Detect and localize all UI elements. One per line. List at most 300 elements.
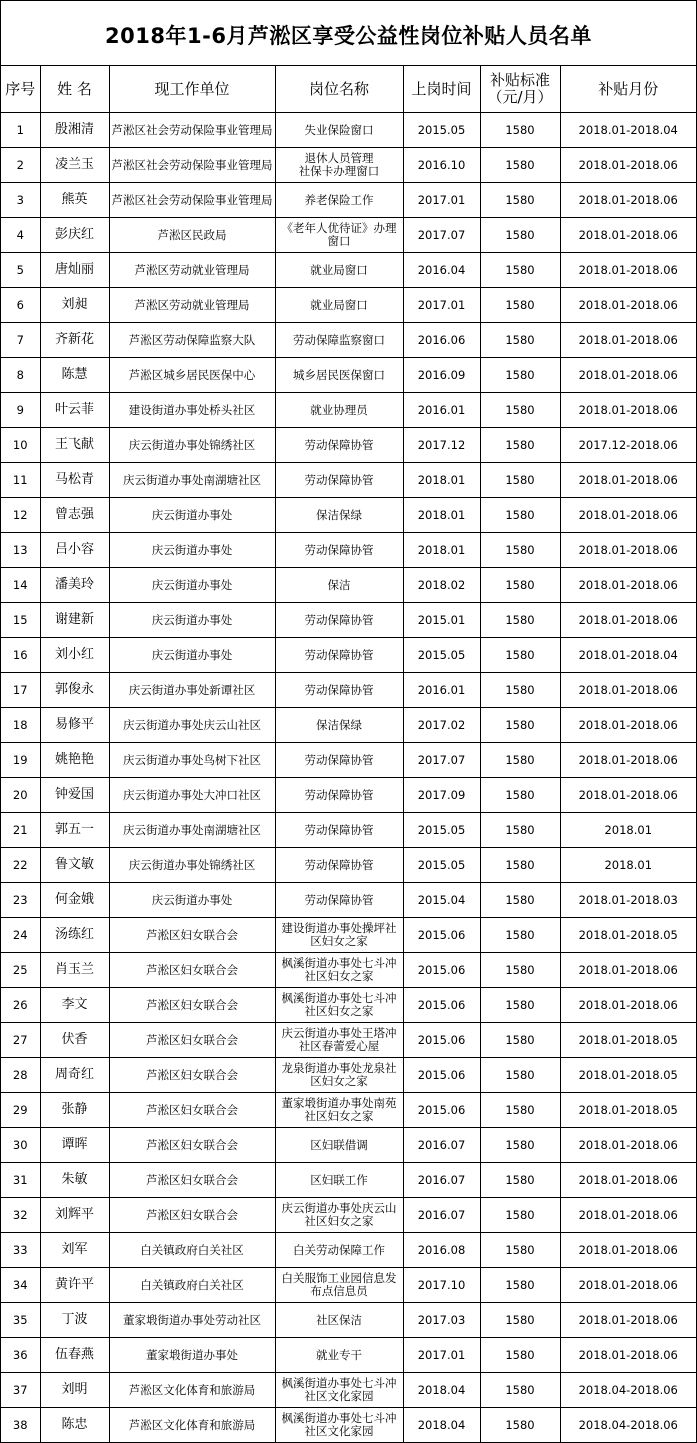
work-unit-cell: 芦淞区妇女联合会 xyxy=(109,1163,275,1198)
table-row xyxy=(1,323,696,358)
subsidy-months-cell: 2018.01 xyxy=(560,848,696,883)
work-unit-cell: 芦淞区劳动就业管理局 xyxy=(109,288,275,323)
subsidy-standard-cell: 1580 xyxy=(480,1198,560,1233)
person-name-cell: 齐新花 xyxy=(40,323,109,358)
person-name-cell: 凌兰玉 xyxy=(40,148,109,183)
subsidy-months-cell: 2018.01-2018.06 xyxy=(560,218,696,253)
person-name-cell: 姚艳艳 xyxy=(40,743,109,778)
subsidy-months-cell: 2018.01-2018.05 xyxy=(560,1093,696,1128)
start-date-cell: 2016.07 xyxy=(403,1163,480,1198)
subsidy-months-cell: 2018.01-2018.06 xyxy=(560,288,696,323)
table-row xyxy=(1,1058,696,1093)
start-date-cell: 2017.03 xyxy=(403,1303,480,1338)
position-name-cell: 就业局窗口 xyxy=(275,253,403,288)
row-number-cell: 34 xyxy=(1,1268,40,1303)
person-name-cell: 汤练红 xyxy=(40,918,109,953)
subsidy-standard-cell: 1580 xyxy=(480,708,560,743)
subsidy-months-cell: 2018.01-2018.06 xyxy=(560,568,696,603)
person-name-cell: 刘辉平 xyxy=(40,1198,109,1233)
position-name-cell: 劳动保障协管 xyxy=(275,603,403,638)
position-name-cell: 白关劳动保障工作 xyxy=(275,1233,403,1268)
table-row xyxy=(1,568,696,603)
person-name-cell: 伏香 xyxy=(40,1023,109,1058)
row-number-cell: 31 xyxy=(1,1163,40,1198)
start-date-cell: 2016.09 xyxy=(403,358,480,393)
subsidy-months-cell: 2018.01-2018.06 xyxy=(560,148,696,183)
work-unit-cell: 芦淞区妇女联合会 xyxy=(109,1093,275,1128)
row-number-cell: 5 xyxy=(1,253,40,288)
start-date-cell: 2017.01 xyxy=(403,288,480,323)
subsidy-months-cell: 2018.01-2018.05 xyxy=(560,918,696,953)
row-number-cell: 19 xyxy=(1,743,40,778)
person-name-cell: 王飞献 xyxy=(40,428,109,463)
work-unit-cell: 芦淞区社会劳动保险事业管理局 xyxy=(109,183,275,218)
start-date-cell: 2015.06 xyxy=(403,953,480,988)
position-name-cell: 董家塅街道办事处南苑社区妇女之家 xyxy=(275,1093,403,1128)
start-date-cell: 2018.04 xyxy=(403,1373,480,1408)
subsidy-months-cell: 2018.01-2018.05 xyxy=(560,1058,696,1093)
subsidy-months-cell: 2018.01-2018.05 xyxy=(560,1023,696,1058)
subsidy-standard-cell: 1580 xyxy=(480,1128,560,1163)
row-number-cell: 4 xyxy=(1,218,40,253)
row-number-cell: 25 xyxy=(1,953,40,988)
position-name-cell: 劳动保障监察窗口 xyxy=(275,323,403,358)
position-name-cell: 区妇联工作 xyxy=(275,1163,403,1198)
table-row xyxy=(1,428,696,463)
person-name-cell: 张静 xyxy=(40,1093,109,1128)
work-unit-cell: 芦淞区城乡居民医保中心 xyxy=(109,358,275,393)
table-row xyxy=(1,778,696,813)
work-unit-cell: 庆云街道办事处大冲口社区 xyxy=(109,778,275,813)
work-unit-cell: 庆云街道办事处锦绣社区 xyxy=(109,848,275,883)
start-date-cell: 2017.07 xyxy=(403,743,480,778)
position-name-cell: 就业协理员 xyxy=(275,393,403,428)
table-row xyxy=(1,1093,696,1128)
table-row xyxy=(1,1128,696,1163)
start-date-cell: 2016.10 xyxy=(403,148,480,183)
subsidy-standard-cell: 1580 xyxy=(480,1408,560,1443)
row-number-cell: 35 xyxy=(1,1303,40,1338)
column-header: 序号 xyxy=(1,66,40,113)
start-date-cell: 2016.07 xyxy=(403,1198,480,1233)
work-unit-cell: 庆云街道办事处庆云山社区 xyxy=(109,708,275,743)
subsidy-months-cell: 2018.01-2018.06 xyxy=(560,533,696,568)
subsidy-standard-cell: 1580 xyxy=(480,393,560,428)
subsidy-standard-cell: 1580 xyxy=(480,1303,560,1338)
start-date-cell: 2015.05 xyxy=(403,813,480,848)
row-number-cell: 2 xyxy=(1,148,40,183)
person-name-cell: 唐灿丽 xyxy=(40,253,109,288)
row-number-cell: 38 xyxy=(1,1408,40,1443)
person-name-cell: 谭晖 xyxy=(40,1128,109,1163)
subsidy-months-cell: 2018.01-2018.06 xyxy=(560,358,696,393)
person-name-cell: 刘昶 xyxy=(40,288,109,323)
start-date-cell: 2015.05 xyxy=(403,848,480,883)
start-date-cell: 2016.08 xyxy=(403,1233,480,1268)
work-unit-cell: 芦淞区妇女联合会 xyxy=(109,1128,275,1163)
person-name-cell: 朱敏 xyxy=(40,1163,109,1198)
subsidy-standard-cell: 1580 xyxy=(480,148,560,183)
position-name-cell: 龙泉街道办事处龙泉社区妇女之家 xyxy=(275,1058,403,1093)
position-name-cell: 劳动保障协管 xyxy=(275,463,403,498)
row-number-cell: 3 xyxy=(1,183,40,218)
work-unit-cell: 芦淞区妇女联合会 xyxy=(109,1198,275,1233)
position-name-cell: 退休人员管理 社保卡办理窗口 xyxy=(275,148,403,183)
table-row xyxy=(1,463,696,498)
row-number-cell: 15 xyxy=(1,603,40,638)
person-name-cell: 李文 xyxy=(40,988,109,1023)
subsidy-standard-cell: 1580 xyxy=(480,1373,560,1408)
subsidy-standard-cell: 1580 xyxy=(480,1268,560,1303)
subsidy-months-cell: 2018.01 xyxy=(560,813,696,848)
page-title: 2018年1-6月芦淞区享受公益性岗位补贴人员名单 xyxy=(1,1,696,66)
position-name-cell: 《老年人优待证》办理窗口 xyxy=(275,218,403,253)
subsidy-standard-cell: 1580 xyxy=(480,1338,560,1373)
person-name-cell: 丁波 xyxy=(40,1303,109,1338)
subsidy-standard-cell: 1580 xyxy=(480,568,560,603)
subsidy-months-cell: 2018.04-2018.06 xyxy=(560,1373,696,1408)
subsidy-standard-cell: 1580 xyxy=(480,1023,560,1058)
table-row xyxy=(1,288,696,323)
position-name-cell: 劳动保障协管 xyxy=(275,813,403,848)
row-number-cell: 7 xyxy=(1,323,40,358)
start-date-cell: 2018.01 xyxy=(403,533,480,568)
subsidy-months-cell: 2018.01-2018.06 xyxy=(560,603,696,638)
start-date-cell: 2017.01 xyxy=(403,183,480,218)
row-number-cell: 8 xyxy=(1,358,40,393)
row-number-cell: 36 xyxy=(1,1338,40,1373)
row-number-cell: 6 xyxy=(1,288,40,323)
table-row xyxy=(1,218,696,253)
subsidy-months-cell: 2018.01-2018.06 xyxy=(560,1163,696,1198)
start-date-cell: 2015.06 xyxy=(403,918,480,953)
person-name-cell: 刘小红 xyxy=(40,638,109,673)
row-number-cell: 17 xyxy=(1,673,40,708)
work-unit-cell: 庆云街道办事处新谭社区 xyxy=(109,673,275,708)
row-number-cell: 30 xyxy=(1,1128,40,1163)
table-row xyxy=(1,1268,696,1303)
work-unit-cell: 芦淞区文化体育和旅游局 xyxy=(109,1408,275,1443)
position-name-cell: 白关服饰工业园信息发布点信息员 xyxy=(275,1268,403,1303)
position-name-cell: 保洁保绿 xyxy=(275,708,403,743)
subsidy-months-cell: 2018.01-2018.06 xyxy=(560,183,696,218)
person-name-cell: 易修平 xyxy=(40,708,109,743)
position-name-cell: 就业局窗口 xyxy=(275,288,403,323)
start-date-cell: 2018.02 xyxy=(403,568,480,603)
table-row xyxy=(1,673,696,708)
row-number-cell: 26 xyxy=(1,988,40,1023)
subsidy-table xyxy=(1,66,696,1443)
work-unit-cell: 白关镇政府白关社区 xyxy=(109,1233,275,1268)
row-number-cell: 33 xyxy=(1,1233,40,1268)
work-unit-cell: 庆云街道办事处 xyxy=(109,603,275,638)
person-name-cell: 马松青 xyxy=(40,463,109,498)
table-row xyxy=(1,918,696,953)
table-row xyxy=(1,148,696,183)
position-name-cell: 劳动保障协管 xyxy=(275,848,403,883)
person-name-cell: 潘美玲 xyxy=(40,568,109,603)
row-number-cell: 21 xyxy=(1,813,40,848)
subsidy-months-cell: 2018.01-2018.06 xyxy=(560,988,696,1023)
subsidy-months-cell: 2018.01-2018.06 xyxy=(560,708,696,743)
subsidy-standard-cell: 1580 xyxy=(480,463,560,498)
start-date-cell: 2015.06 xyxy=(403,1058,480,1093)
subsidy-standard-cell: 1580 xyxy=(480,883,560,918)
work-unit-cell: 芦淞区社会劳动保险事业管理局 xyxy=(109,113,275,148)
subsidy-standard-cell: 1580 xyxy=(480,183,560,218)
work-unit-cell: 芦淞区劳动保障监察大队 xyxy=(109,323,275,358)
start-date-cell: 2016.06 xyxy=(403,323,480,358)
row-number-cell: 37 xyxy=(1,1373,40,1408)
work-unit-cell: 庆云街道办事处 xyxy=(109,883,275,918)
work-unit-cell: 芦淞区妇女联合会 xyxy=(109,953,275,988)
work-unit-cell: 董家塅街道办事处 xyxy=(109,1338,275,1373)
table-row xyxy=(1,1373,696,1408)
column-header: 现工作单位 xyxy=(109,66,275,113)
subsidy-standard-cell: 1580 xyxy=(480,533,560,568)
subsidy-standard-cell: 1580 xyxy=(480,253,560,288)
subsidy-standard-cell: 1580 xyxy=(480,1058,560,1093)
row-number-cell: 12 xyxy=(1,498,40,533)
person-name-cell: 刘明 xyxy=(40,1373,109,1408)
column-header: 补贴标准 （元/月） xyxy=(480,66,560,113)
subsidy-standard-cell: 1580 xyxy=(480,778,560,813)
start-date-cell: 2015.04 xyxy=(403,883,480,918)
start-date-cell: 2015.06 xyxy=(403,1023,480,1058)
row-number-cell: 32 xyxy=(1,1198,40,1233)
person-name-cell: 周奇红 xyxy=(40,1058,109,1093)
start-date-cell: 2017.09 xyxy=(403,778,480,813)
subsidy-standard-cell: 1580 xyxy=(480,638,560,673)
row-number-cell: 24 xyxy=(1,918,40,953)
start-date-cell: 2015.06 xyxy=(403,988,480,1023)
table-row xyxy=(1,183,696,218)
position-name-cell: 就业专干 xyxy=(275,1338,403,1373)
subsidy-months-cell: 2018.01-2018.06 xyxy=(560,463,696,498)
subsidy-months-cell: 2018.01-2018.06 xyxy=(560,1338,696,1373)
work-unit-cell: 白关镇政府白关社区 xyxy=(109,1268,275,1303)
start-date-cell: 2018.01 xyxy=(403,463,480,498)
start-date-cell: 2016.01 xyxy=(403,673,480,708)
table-row xyxy=(1,498,696,533)
position-name-cell: 劳动保障协管 xyxy=(275,428,403,463)
work-unit-cell: 庆云街道办事处鸟树下社区 xyxy=(109,743,275,778)
table-row xyxy=(1,603,696,638)
work-unit-cell: 庆云街道办事处 xyxy=(109,533,275,568)
row-number-cell: 20 xyxy=(1,778,40,813)
table-row xyxy=(1,638,696,673)
column-header: 姓 名 xyxy=(40,66,109,113)
start-date-cell: 2017.12 xyxy=(403,428,480,463)
person-name-cell: 陈慧 xyxy=(40,358,109,393)
position-name-cell: 枫溪街道办事处七斗冲社区妇女之家 xyxy=(275,953,403,988)
subsidy-months-cell: 2018.04-2018.06 xyxy=(560,1408,696,1443)
column-header: 补贴月份 xyxy=(560,66,696,113)
subsidy-months-cell: 2018.01-2018.06 xyxy=(560,393,696,428)
position-name-cell: 庆云街道办事处庆云山社区妇女之家 xyxy=(275,1198,403,1233)
table-row xyxy=(1,1408,696,1443)
subsidy-months-cell: 2018.01-2018.06 xyxy=(560,253,696,288)
table-body xyxy=(1,113,696,1443)
person-name-cell: 殷湘清 xyxy=(40,113,109,148)
person-name-cell: 郭俊永 xyxy=(40,673,109,708)
subsidy-months-cell: 2018.01-2018.04 xyxy=(560,113,696,148)
table-row xyxy=(1,533,696,568)
person-name-cell: 陈忠 xyxy=(40,1408,109,1443)
position-name-cell: 城乡居民医保窗口 xyxy=(275,358,403,393)
start-date-cell: 2016.01 xyxy=(403,393,480,428)
subsidy-standard-cell: 1580 xyxy=(480,673,560,708)
work-unit-cell: 芦淞区民政局 xyxy=(109,218,275,253)
row-number-cell: 14 xyxy=(1,568,40,603)
person-name-cell: 黄许平 xyxy=(40,1268,109,1303)
person-name-cell: 曾志强 xyxy=(40,498,109,533)
position-name-cell: 养老保险工作 xyxy=(275,183,403,218)
subsidy-months-cell: 2018.01-2018.06 xyxy=(560,1303,696,1338)
row-number-cell: 13 xyxy=(1,533,40,568)
person-name-cell: 肖玉兰 xyxy=(40,953,109,988)
position-name-cell: 劳动保障协管 xyxy=(275,743,403,778)
subsidy-months-cell: 2018.01-2018.06 xyxy=(560,673,696,708)
work-unit-cell: 芦淞区劳动就业管理局 xyxy=(109,253,275,288)
row-number-cell: 28 xyxy=(1,1058,40,1093)
table-row xyxy=(1,743,696,778)
table-row xyxy=(1,813,696,848)
subsidy-standard-cell: 1580 xyxy=(480,1093,560,1128)
subsidy-standard-cell: 1580 xyxy=(480,1233,560,1268)
work-unit-cell: 庆云街道办事处 xyxy=(109,568,275,603)
table-row xyxy=(1,988,696,1023)
subsidy-months-cell: 2018.01-2018.06 xyxy=(560,498,696,533)
start-date-cell: 2017.01 xyxy=(403,1338,480,1373)
work-unit-cell: 芦淞区妇女联合会 xyxy=(109,1023,275,1058)
table-row xyxy=(1,708,696,743)
subsidy-standard-cell: 1580 xyxy=(480,918,560,953)
person-name-cell: 谢建新 xyxy=(40,603,109,638)
person-name-cell: 伍春燕 xyxy=(40,1338,109,1373)
subsidy-standard-cell: 1580 xyxy=(480,988,560,1023)
row-number-cell: 16 xyxy=(1,638,40,673)
position-name-cell: 枫溪街道办事处七斗冲社区妇女之家 xyxy=(275,988,403,1023)
position-name-cell: 建设街道办事处操坪社区妇女之家 xyxy=(275,918,403,953)
position-name-cell: 劳动保障协管 xyxy=(275,638,403,673)
subsidy-months-cell: 2018.01-2018.06 xyxy=(560,743,696,778)
work-unit-cell: 芦淞区文化体育和旅游局 xyxy=(109,1373,275,1408)
work-unit-cell: 庆云街道办事处锦绣社区 xyxy=(109,428,275,463)
subsidy-standard-cell: 1580 xyxy=(480,953,560,988)
position-name-cell: 劳动保障协管 xyxy=(275,673,403,708)
table-row xyxy=(1,113,696,148)
person-name-cell: 何金娥 xyxy=(40,883,109,918)
row-number-cell: 27 xyxy=(1,1023,40,1058)
subsidy-months-cell: 2017.12-2018.06 xyxy=(560,428,696,463)
table-row xyxy=(1,1338,696,1373)
header-row xyxy=(1,66,696,113)
table-row xyxy=(1,1023,696,1058)
position-name-cell: 保洁 xyxy=(275,568,403,603)
work-unit-cell: 庆云街道办事处南湖塘社区 xyxy=(109,813,275,848)
person-name-cell: 郭五一 xyxy=(40,813,109,848)
subsidy-months-cell: 2018.01-2018.03 xyxy=(560,883,696,918)
table-row xyxy=(1,1163,696,1198)
position-name-cell: 失业保险窗口 xyxy=(275,113,403,148)
table-row xyxy=(1,1233,696,1268)
start-date-cell: 2015.06 xyxy=(403,1093,480,1128)
position-name-cell: 劳动保障协管 xyxy=(275,778,403,813)
table-row xyxy=(1,253,696,288)
subsidy-standard-cell: 1580 xyxy=(480,848,560,883)
person-name-cell: 鲁文敏 xyxy=(40,848,109,883)
start-date-cell: 2016.07 xyxy=(403,1128,480,1163)
subsidy-months-cell: 2018.01-2018.06 xyxy=(560,953,696,988)
subsidy-standard-cell: 1580 xyxy=(480,428,560,463)
subsidy-months-cell: 2018.01-2018.06 xyxy=(560,778,696,813)
start-date-cell: 2018.04 xyxy=(403,1408,480,1443)
person-name-cell: 吕小容 xyxy=(40,533,109,568)
row-number-cell: 29 xyxy=(1,1093,40,1128)
subsidy-months-cell: 2018.01-2018.06 xyxy=(560,1268,696,1303)
row-number-cell: 22 xyxy=(1,848,40,883)
start-date-cell: 2015.05 xyxy=(403,638,480,673)
subsidy-standard-cell: 1580 xyxy=(480,113,560,148)
subsidy-standard-cell: 1580 xyxy=(480,358,560,393)
work-unit-cell: 庆云街道办事处 xyxy=(109,498,275,533)
start-date-cell: 2017.02 xyxy=(403,708,480,743)
row-number-cell: 11 xyxy=(1,463,40,498)
position-name-cell: 劳动保障协管 xyxy=(275,883,403,918)
position-name-cell: 劳动保障协管 xyxy=(275,533,403,568)
subsidy-standard-cell: 1580 xyxy=(480,1163,560,1198)
position-name-cell: 社区保洁 xyxy=(275,1303,403,1338)
subsidy-standard-cell: 1580 xyxy=(480,323,560,358)
position-name-cell: 庆云街道办事处王塔冲社区春蕾爱心屋 xyxy=(275,1023,403,1058)
table-row xyxy=(1,848,696,883)
row-number-cell: 10 xyxy=(1,428,40,463)
start-date-cell: 2018.01 xyxy=(403,498,480,533)
work-unit-cell: 芦淞区妇女联合会 xyxy=(109,988,275,1023)
subsidy-months-cell: 2018.01-2018.06 xyxy=(560,1128,696,1163)
subsidy-months-cell: 2018.01-2018.06 xyxy=(560,1233,696,1268)
table-row xyxy=(1,883,696,918)
person-name-cell: 叶云菲 xyxy=(40,393,109,428)
work-unit-cell: 庆云街道办事处南湖塘社区 xyxy=(109,463,275,498)
position-name-cell: 保洁保绿 xyxy=(275,498,403,533)
subsidy-standard-cell: 1580 xyxy=(480,498,560,533)
start-date-cell: 2017.07 xyxy=(403,218,480,253)
position-name-cell: 枫溪街道办事处七斗冲社区文化家园 xyxy=(275,1408,403,1443)
table-row xyxy=(1,358,696,393)
subsidy-standard-cell: 1580 xyxy=(480,743,560,778)
start-date-cell: 2017.10 xyxy=(403,1268,480,1303)
position-name-cell: 枫溪街道办事处七斗冲社区文化家园 xyxy=(275,1373,403,1408)
row-number-cell: 9 xyxy=(1,393,40,428)
table-row xyxy=(1,953,696,988)
person-name-cell: 熊英 xyxy=(40,183,109,218)
person-name-cell: 彭庆红 xyxy=(40,218,109,253)
column-header: 岗位名称 xyxy=(275,66,403,113)
subsidy-months-cell: 2018.01-2018.06 xyxy=(560,1198,696,1233)
table-row xyxy=(1,1303,696,1338)
subsidy-standard-cell: 1580 xyxy=(480,218,560,253)
row-number-cell: 23 xyxy=(1,883,40,918)
person-name-cell: 钟爱国 xyxy=(40,778,109,813)
subsidy-standard-cell: 1580 xyxy=(480,813,560,848)
work-unit-cell: 芦淞区妇女联合会 xyxy=(109,918,275,953)
subsidy-standard-cell: 1580 xyxy=(480,288,560,323)
row-number-cell: 18 xyxy=(1,708,40,743)
work-unit-cell: 董家塅街道办事处劳动社区 xyxy=(109,1303,275,1338)
column-header: 上岗时间 xyxy=(403,66,480,113)
